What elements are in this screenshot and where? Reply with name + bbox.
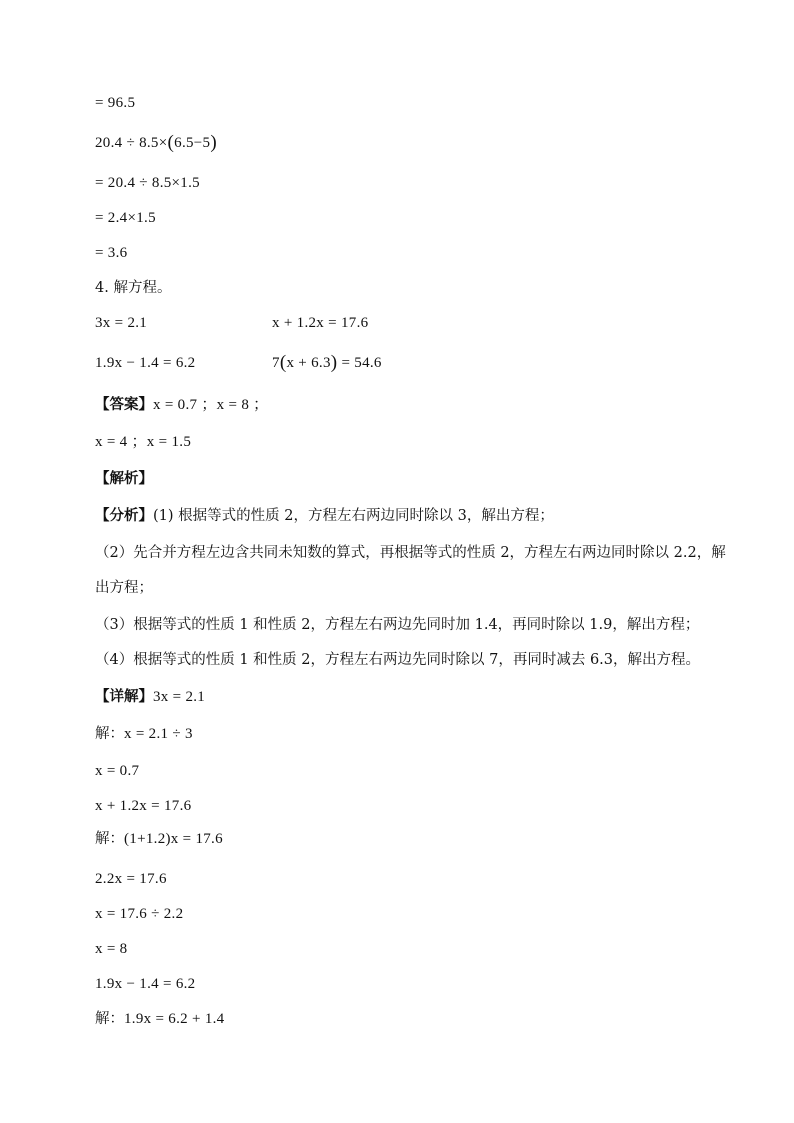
line-step-3: = 3.6 [95,245,128,261]
solution-line-6: x = 17.6 ÷ 2.2 [95,906,184,922]
equation-4-coef: 7 [272,355,280,371]
solution-prefix: 解： [95,726,124,742]
expr-paren: 6.5−5 [174,135,211,151]
line-step-1: = 20.4 ÷ 8.5×1.5 [95,175,200,191]
analysis-line-4: （4）根据等式的性质 1 和性质 2，方程左右两边先同时除以 7，再同时减去 6.3，解出方程。 [95,652,701,668]
solution-line-7: x = 8 [95,941,128,957]
solution-line-2: x = 0.7 [95,763,140,779]
detail-eq-1: 3x = 2.1 [153,689,206,705]
solution-math: x = 2.1 ÷ 3 [124,726,193,742]
solution-line-9 [95,1009,224,1029]
answer-label: 【答案】 [95,396,153,413]
fenxi-text-1: (1) 根据等式的性质 2，方程左右两边同时除以 3，解出方程； [153,508,554,524]
solution-math: 1.9x = 6.2 + 1.4 [124,1011,225,1027]
line-expression: 20.4 ÷ 8.5×(6.5−5) [95,132,217,153]
answer-line-2: x = 4 ；x = 1.5 [95,434,192,450]
equation-2: x + 1.2x = 17.6 [272,315,369,331]
analysis-line-2-cont: 出方程； [95,580,153,596]
equation-4: 7(x + 6.3) = 54.6 [272,352,382,373]
solution-line-3: x + 1.2x = 17.6 [95,798,192,814]
fenxi-label: 【分析】 [95,507,153,524]
equation-4-rhs: = 54.6 [337,355,382,371]
solution-line-4 [95,829,223,849]
xiangjie-label: 【详解】 [95,688,153,705]
analysis-line-1 [95,506,554,526]
analysis-heading: 【解析】 [95,470,153,487]
solution-prefix: 解： [95,1011,124,1027]
equation-4-paren: x + 6.3 [286,355,331,371]
expr-part: 20.4 ÷ 8.5× [95,135,168,151]
solution-line-8: 1.9x − 1.4 = 6.2 [95,976,196,992]
solution-math: (1+1.2)x = 17.6 [124,831,223,847]
answer-line-1 [95,395,268,415]
line-step-2: = 2.4×1.5 [95,210,156,226]
answer-values-1: x = 0.7 ；x = 8 ； [153,397,269,413]
detail-heading-line [95,687,205,707]
line-result-96-5: = 96.5 [95,95,136,111]
equation-3: 1.9x − 1.4 = 6.2 [95,355,196,371]
solution-line-1 [95,724,193,744]
analysis-line-3: （3）根据等式的性质 1 和性质 2，方程左右两边先同时加 1.4，再同时除以 1.9，解出方程； [95,617,700,633]
solution-line-5: 2.2x = 17.6 [95,871,167,887]
question-4-title: 4. 解方程。 [95,280,172,296]
analysis-line-2: （2）先合并方程左边含共同未知数的算式，再根据等式的性质 2，方程左右两边同时除以 2.2，解 [95,545,726,561]
solution-prefix: 解： [95,831,124,847]
equation-1: 3x = 2.1 [95,315,148,331]
